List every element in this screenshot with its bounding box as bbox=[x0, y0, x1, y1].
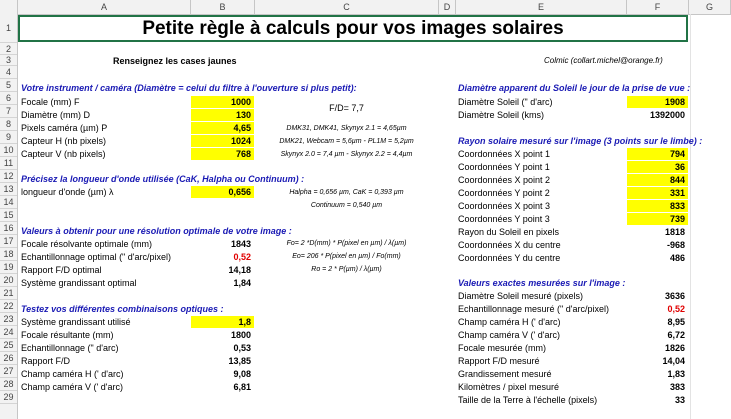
echant-opt-value: 0,52 bbox=[233, 252, 251, 262]
km-value: 383 bbox=[669, 382, 685, 392]
instrument-header: Votre instrument / caméra (Diamètre = celui du filtre à l'ouverture si plus petit): bbox=[21, 83, 357, 93]
y1-input[interactable]: 36 bbox=[674, 162, 685, 172]
select-all-corner[interactable] bbox=[0, 0, 18, 14]
diam-app-header: Diamètre apparent du Soleil le jour de la prise de vue : bbox=[458, 83, 691, 93]
col-header-f[interactable]: F bbox=[627, 0, 689, 14]
row-header-4[interactable]: 4 bbox=[0, 66, 17, 79]
y3-input[interactable]: 739 bbox=[669, 214, 685, 224]
row-header-5[interactable]: 5 bbox=[0, 79, 17, 92]
row-header-20[interactable]: 20 bbox=[0, 274, 17, 287]
row-header-18[interactable]: 18 bbox=[0, 248, 17, 261]
row-header-15[interactable]: 15 bbox=[0, 209, 17, 222]
exactes-header: Valeurs exactes mesurées sur l'image : bbox=[458, 278, 626, 288]
diam-soleil-arc-label: Diamètre Soleil (" d'arc) bbox=[458, 97, 553, 107]
row-header-25[interactable]: 25 bbox=[0, 339, 17, 352]
row-header-16[interactable]: 16 bbox=[0, 222, 17, 235]
row-header-2[interactable]: 2 bbox=[0, 43, 17, 55]
diam-soleil-kms-value: 1392000 bbox=[649, 110, 685, 120]
row-header-8[interactable]: 8 bbox=[0, 118, 17, 131]
row-header-9[interactable]: 9 bbox=[0, 131, 17, 144]
row-header-23[interactable]: 23 bbox=[0, 313, 17, 326]
champ-v-mes-label: Champ caméra V (' d'arc) bbox=[458, 330, 560, 340]
row-header-22[interactable]: 22 bbox=[0, 300, 17, 313]
author-text: Colmic (collart.michel@orange.fr) bbox=[544, 56, 663, 65]
y2-input[interactable]: 331 bbox=[669, 188, 685, 198]
focale-mes-value: 1826 bbox=[664, 343, 685, 353]
y1-label: Coordonnées Y point 1 bbox=[458, 162, 550, 172]
fd-ratio-note: F/D= 7,7 bbox=[329, 103, 364, 113]
row-header-bar bbox=[0, 14, 18, 419]
focale-result-value: 1800 bbox=[230, 330, 251, 340]
diam-mes-value: 3636 bbox=[664, 291, 685, 301]
row-header-24[interactable]: 24 bbox=[0, 326, 17, 339]
y2-label: Coordonnées Y point 2 bbox=[458, 188, 550, 198]
row-header-7[interactable]: 7 bbox=[0, 105, 17, 118]
syst-opt-value: 1,84 bbox=[233, 278, 251, 288]
champ-h-mes-label: Champ caméra H (' d'arc) bbox=[458, 317, 561, 327]
diam-soleil-arc-input[interactable]: 1908 bbox=[664, 97, 685, 107]
note-skynyx: Skynyx 2.0 = 7,4 µm - Skynyx 2.2 = 4,4µm bbox=[280, 151, 413, 158]
cx-value: -968 bbox=[666, 240, 685, 250]
pixels-label: Pixels caméra (µm) P bbox=[21, 123, 108, 133]
km-label: Kilomètres / pixel mesuré bbox=[458, 382, 560, 392]
note-continuum: Continuum = 0,540 µm bbox=[310, 202, 383, 209]
diam-mes-label: Diamètre Soleil mesuré (pixels) bbox=[458, 291, 584, 301]
grand-mes-label: Grandissement mesuré bbox=[458, 369, 552, 379]
x1-label: Coordonnées X point 1 bbox=[458, 149, 551, 159]
instruction-text: Renseignez les cases jaunes bbox=[113, 56, 237, 66]
onde-input[interactable]: 0,656 bbox=[228, 187, 251, 197]
note-halpha: Halpha = 0,656 µm, CaK = 0,393 µm bbox=[289, 189, 404, 196]
rapport-opt-label: Rapport F/D optimal bbox=[21, 265, 102, 275]
focale-res-label: Focale résolvante optimale (mm) bbox=[21, 239, 153, 249]
focale-mes-label: Focale mesurée (mm) bbox=[458, 343, 547, 353]
formula-ro: Ro = 2 * P(µm) / λ(µm) bbox=[311, 266, 382, 273]
row-header-12[interactable]: 12 bbox=[0, 170, 17, 183]
terre-label: Taille de la Terre à l'échelle (pixels) bbox=[458, 395, 598, 405]
gridline bbox=[690, 14, 691, 419]
syst-util-label: Système grandissant utilisé bbox=[21, 317, 131, 327]
pixels-input[interactable]: 4,65 bbox=[233, 123, 251, 133]
rapport-value: 13,85 bbox=[228, 356, 251, 366]
row-header-28[interactable]: 28 bbox=[0, 378, 17, 391]
champ-h-label: Champ caméra H (' d'arc) bbox=[21, 369, 124, 379]
row-header-14[interactable]: 14 bbox=[0, 196, 17, 209]
row-header-3[interactable]: 3 bbox=[0, 55, 17, 66]
champ-h-mes-value: 8,95 bbox=[667, 317, 685, 327]
champ-v-mes-value: 6,72 bbox=[667, 330, 685, 340]
focale-label: Focale (mm) F bbox=[21, 97, 80, 107]
onde-label: longueur d'onde (µm) λ bbox=[21, 187, 114, 197]
echant-value: 0,53 bbox=[233, 343, 251, 353]
row-header-13[interactable]: 13 bbox=[0, 183, 17, 196]
note-dmk31: DMK31, DMK41, Skynyx 2.1 = 4,65µm bbox=[286, 125, 407, 132]
row-header-29[interactable]: 29 bbox=[0, 391, 17, 404]
col-header-c[interactable]: C bbox=[255, 0, 439, 14]
col-header-a[interactable]: A bbox=[18, 0, 191, 14]
formula-fo: Fo= 2 *D(mm) * P(pixel en µm) / λ(µm) bbox=[286, 240, 407, 247]
x2-label: Coordonnées X point 2 bbox=[458, 175, 551, 185]
x3-label: Coordonnées X point 3 bbox=[458, 201, 551, 211]
rayon-header: Rayon solaire mesuré sur l'image (3 points sur le limbe) : bbox=[458, 136, 703, 146]
row-header-26[interactable]: 26 bbox=[0, 352, 17, 365]
onde-header: Précisez la longueur d'onde utilisée (CaK, Halpha ou Continuum) : bbox=[21, 174, 305, 184]
formula-eo: Eo= 206 * P(pixel en µm) / Fo(mm) bbox=[292, 253, 401, 260]
syst-opt-label: Système grandissant optimal bbox=[21, 278, 137, 288]
focale-result-label: Focale résultante (mm) bbox=[21, 330, 114, 340]
echant-opt-label: Echantillonnage optimal (" d'arc/pixel) bbox=[21, 252, 171, 262]
cy-label: Coordonnées Y du centre bbox=[458, 253, 561, 263]
focale-res-value: 1843 bbox=[230, 239, 251, 249]
x3-input[interactable]: 833 bbox=[669, 201, 685, 211]
row-header-11[interactable]: 11 bbox=[0, 157, 17, 170]
column-header-bar bbox=[0, 0, 731, 15]
row-header-10[interactable]: 10 bbox=[0, 144, 17, 157]
echant-mes-label: Echantillonnage mesuré (" d'arc/pixel) bbox=[458, 304, 609, 314]
diametre-label: Diamètre (mm) D bbox=[21, 110, 90, 120]
col-header-d[interactable]: D bbox=[439, 0, 456, 14]
x1-input[interactable]: 794 bbox=[669, 149, 685, 159]
page-title[interactable]: Petite règle à calculs pour vos images solaires bbox=[18, 15, 688, 42]
diametre-input[interactable]: 130 bbox=[235, 110, 251, 120]
syst-util-input[interactable]: 1,8 bbox=[238, 317, 251, 327]
col-header-e[interactable]: E bbox=[456, 0, 627, 14]
grand-mes-value: 1,83 bbox=[667, 369, 685, 379]
rapport-label: Rapport F/D bbox=[21, 356, 71, 366]
cx-label: Coordonnées X du centre bbox=[458, 240, 561, 250]
row-header-27[interactable]: 27 bbox=[0, 365, 17, 378]
echant-label: Echantillonnage (" d'arc) bbox=[21, 343, 119, 353]
capteur-v-input[interactable]: 768 bbox=[235, 149, 251, 159]
terre-value: 33 bbox=[674, 395, 685, 405]
note-dmk21: DMK21, Webcam = 5,6µm - PL1M = 5,2µm bbox=[279, 138, 414, 145]
focale-input[interactable]: 1000 bbox=[230, 97, 251, 107]
rapport-mes-label: Rapport F/D mesuré bbox=[458, 356, 540, 366]
champ-h-value: 9,08 bbox=[233, 369, 251, 379]
row-header-19[interactable]: 19 bbox=[0, 261, 17, 274]
capteur-h-input[interactable]: 1024 bbox=[230, 136, 251, 146]
row-header-1[interactable]: 1 bbox=[0, 14, 17, 43]
champ-v-label: Champ caméra V (' d'arc) bbox=[21, 382, 123, 392]
col-header-g[interactable]: G bbox=[689, 0, 731, 14]
rayon-label: Rayon du Soleil en pixels bbox=[458, 227, 560, 237]
col-header-b[interactable]: B bbox=[191, 0, 255, 14]
y3-label: Coordonnées Y point 3 bbox=[458, 214, 550, 224]
capteur-h-label: Capteur H (nb pixels) bbox=[21, 136, 107, 146]
champ-v-value: 6,81 bbox=[233, 382, 251, 392]
valeurs-header: Valeurs à obtenir pour une résolution optimale de votre image : bbox=[21, 226, 292, 236]
testez-header: Testez vos différentes combinaisons optiques : bbox=[21, 304, 224, 314]
cy-value: 486 bbox=[669, 253, 685, 263]
x2-input[interactable]: 844 bbox=[669, 175, 685, 185]
rayon-value: 1818 bbox=[664, 227, 685, 237]
row-header-17[interactable]: 17 bbox=[0, 235, 17, 248]
diam-soleil-kms-label: Diamètre Soleil (kms) bbox=[458, 110, 545, 120]
echant-mes-value: 0,52 bbox=[667, 304, 685, 314]
capteur-v-label: Capteur V (nb pixels) bbox=[21, 149, 106, 159]
rapport-opt-value: 14,18 bbox=[228, 265, 251, 275]
row-header-21[interactable]: 21 bbox=[0, 287, 17, 300]
row-header-6[interactable]: 6 bbox=[0, 92, 17, 105]
rapport-mes-value: 14,04 bbox=[662, 356, 685, 366]
